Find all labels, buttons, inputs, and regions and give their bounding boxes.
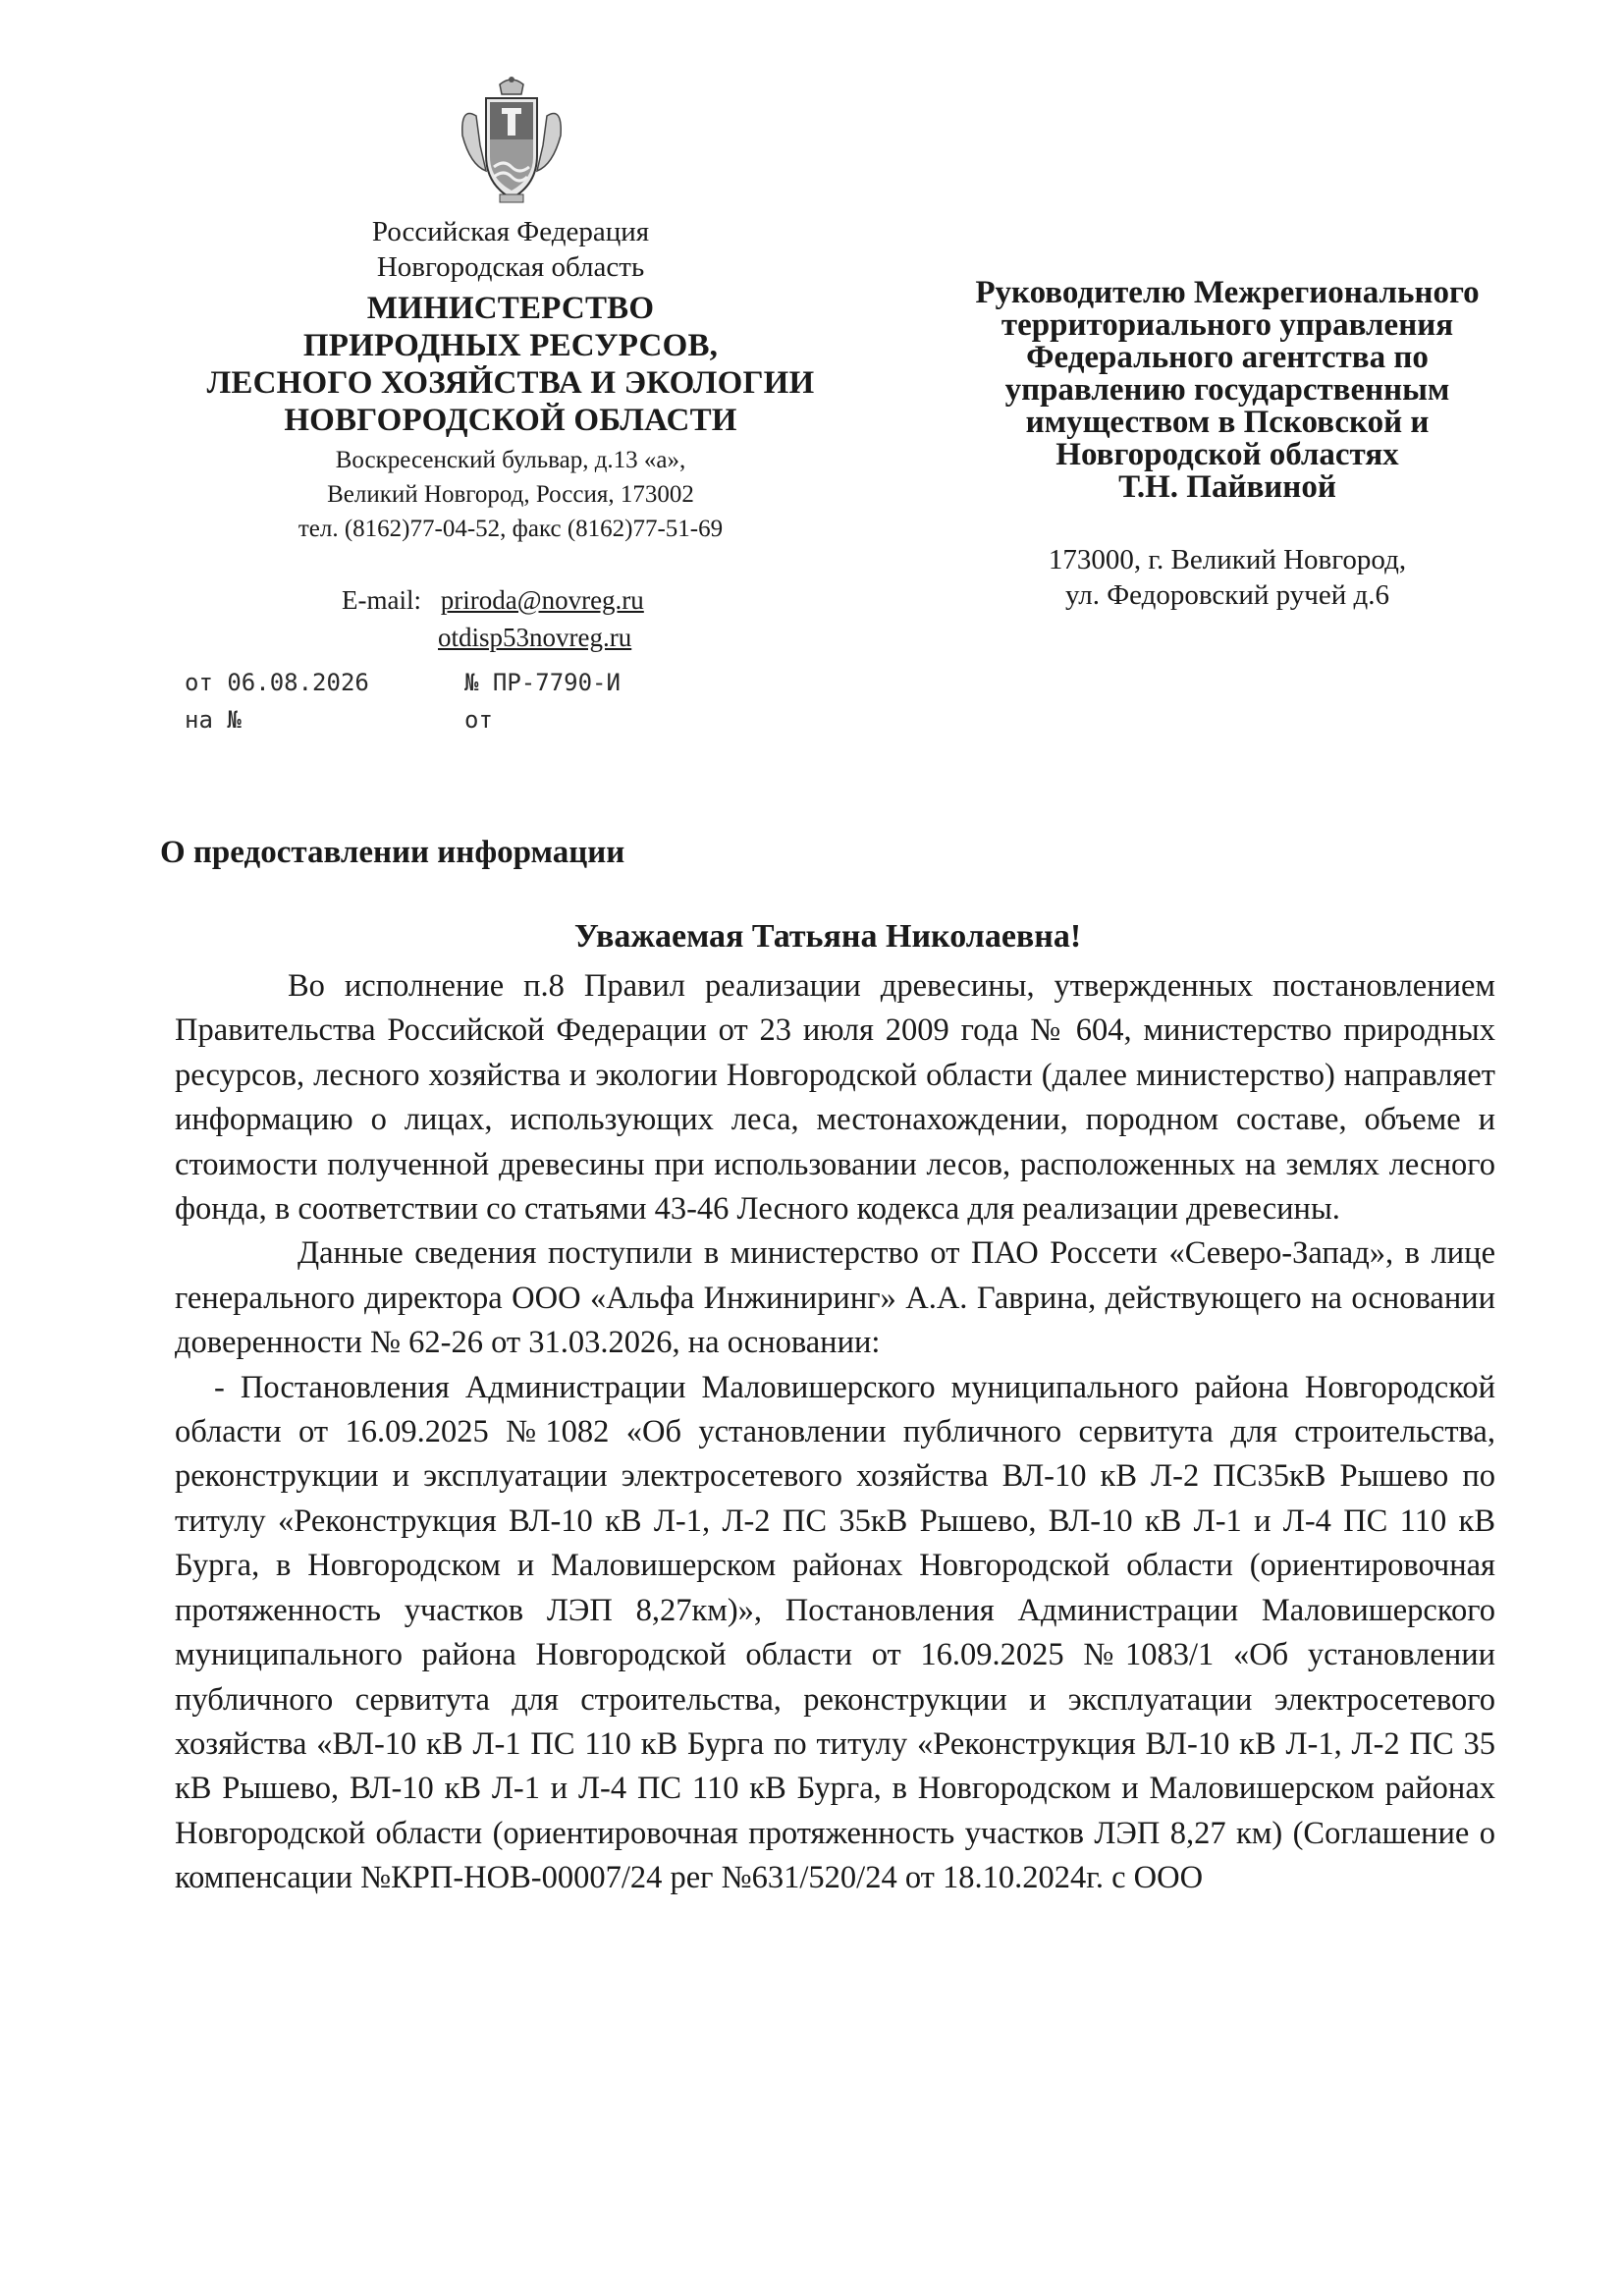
- ministry-phone: тел. (8162)77-04-52, факс (8162)77-51-69: [298, 516, 724, 542]
- addressee-postal-line-2: ул. Федоровский ручей д.6: [1065, 579, 1389, 611]
- reference-date-label: от: [464, 706, 493, 734]
- region-name: Новгородская область: [376, 251, 645, 283]
- body-paragraph-1: Во исполнение п.8 Правил реализации древесины, утвержденных постановлением Правительства Российской Федерации от 23 июля 2009 года № 604, министерство природных ресурсов, лесного хозяйства и экологии Новгородской области (далее министерство) направляет информацию о лицах, использующих леса, местонахождении, породном составе, объеме и стоимости полученной древесины при использовании лесов, расположенных на землях лесного фонда, в соответствии со статьями 43-46 Лесного кодекса для реализации древесины.: [175, 968, 1495, 1228]
- letter-subject: О предоставлении информации: [160, 835, 625, 870]
- reference-number-label: на №: [185, 706, 242, 734]
- body-paragraph-3: - Постановления Администрации Маловишерского муниципального района Новгородской области от 16.09.2025 №1082 «Об установлении публичного сервитута для строительства, реконструкции и эксплуатации электросетевого хозяйства ВЛ-10 кВ Л-2 ПС35кВ Рышево по титулу «Реконструкция ВЛ-10 кВ Л-1, Л-2 ПС 35кВ Рышево, ВЛ-10 кВ Л-1 и Л-4 ПС 110 кВ Бурга, в Новгородском и Маловишерском районах Новгородской области (ориентировочная протяженность участков ЛЭП 8,27км)», Постановления Администрации Маловишерского муниципального района Новгородской области от 16.09.2025 №1083/1 «Об установлении публичного сервитута для строительства, реконструкции и эксплуатации электросетевого хозяйства «ВЛ-10 кВ Л-1 ПС 110 кВ Бурга по титулу «Реконструкция ВЛ-10 кВ Л-1, Л-2 ПС 35 кВ Рышево, ВЛ-10 кВ Л-1 и Л-4 ПС 110 кВ Бурга, в Новгородском и Маловишерском районах Новгородской области (ориентировочная протяженность участков ЛЭП 8,27 км) (Соглашение о компенсации №КРП-НОВ-00007/24 рег №631/520/24 от 18.10.2024г. с ООО: [175, 1369, 1495, 1896]
- ministry-line-3: ЛЕСНОГО ХОЗЯЙСТВА И ЭКОЛОГИИ: [206, 365, 815, 401]
- letter-body: [175, 964, 1495, 1901]
- ministry-address-line-1: Воскресенский бульвар, д.13 «а»,: [335, 447, 686, 473]
- ministry-line-4: НОВГОРОДСКОЙ ОБЛАСТИ: [284, 403, 737, 438]
- addressee-line-2: территориального управления: [1001, 307, 1454, 343]
- ministry-line-1: МИНИСТЕРСТВО: [366, 291, 655, 326]
- ministry-address-line-2: Великий Новгород, Россия, 173002: [327, 481, 694, 508]
- email-link-2[interactable]: otdisp53novreg.ru: [438, 623, 632, 652]
- country-name: Российская Федерация: [371, 216, 650, 247]
- addressee-line-1: Руководителю Межрегионального: [975, 275, 1480, 310]
- registration-number: № ПР-7790-И: [464, 669, 621, 696]
- addressee-name: Т.Н. Пайвиной: [1118, 469, 1336, 505]
- addressee-block: [908, 277, 1546, 504]
- email-label: E-mail:: [342, 585, 421, 615]
- body-paragraph-2: Данные сведения поступили в министерство от ПАО Россети «Северо-Запад», в лице генерального директора ООО «Альфа Инжиниринг» А.А. Гаврина, действующего на основании доверенности № 62-26 от 31.03.2026, на основании:: [175, 1235, 1495, 1361]
- ministry-line-2: ПРИРОДНЫХ РЕСУРСОВ,: [302, 328, 719, 363]
- addressee-line-5: имуществом в Псковской и: [1025, 405, 1430, 440]
- coat-of-arms-icon: [457, 77, 567, 206]
- registration-date: от 06.08.2026: [185, 669, 369, 696]
- email-block: [342, 581, 644, 656]
- salutation: Уважаемая Татьяна Николаевна!: [573, 918, 1082, 955]
- addressee-postal: [957, 542, 1497, 613]
- addressee-postal-line-1: 173000, г. Великий Новгород,: [1048, 544, 1407, 575]
- registration-stamp: [185, 664, 621, 738]
- email-link-1[interactable]: priroda@novreg.ru: [440, 585, 644, 615]
- addressee-line-6: Новгородской областях: [1055, 437, 1399, 472]
- addressee-line-3: Федерального агентства по: [1026, 340, 1429, 375]
- addressee-line-4: управлению государственным: [1004, 372, 1450, 408]
